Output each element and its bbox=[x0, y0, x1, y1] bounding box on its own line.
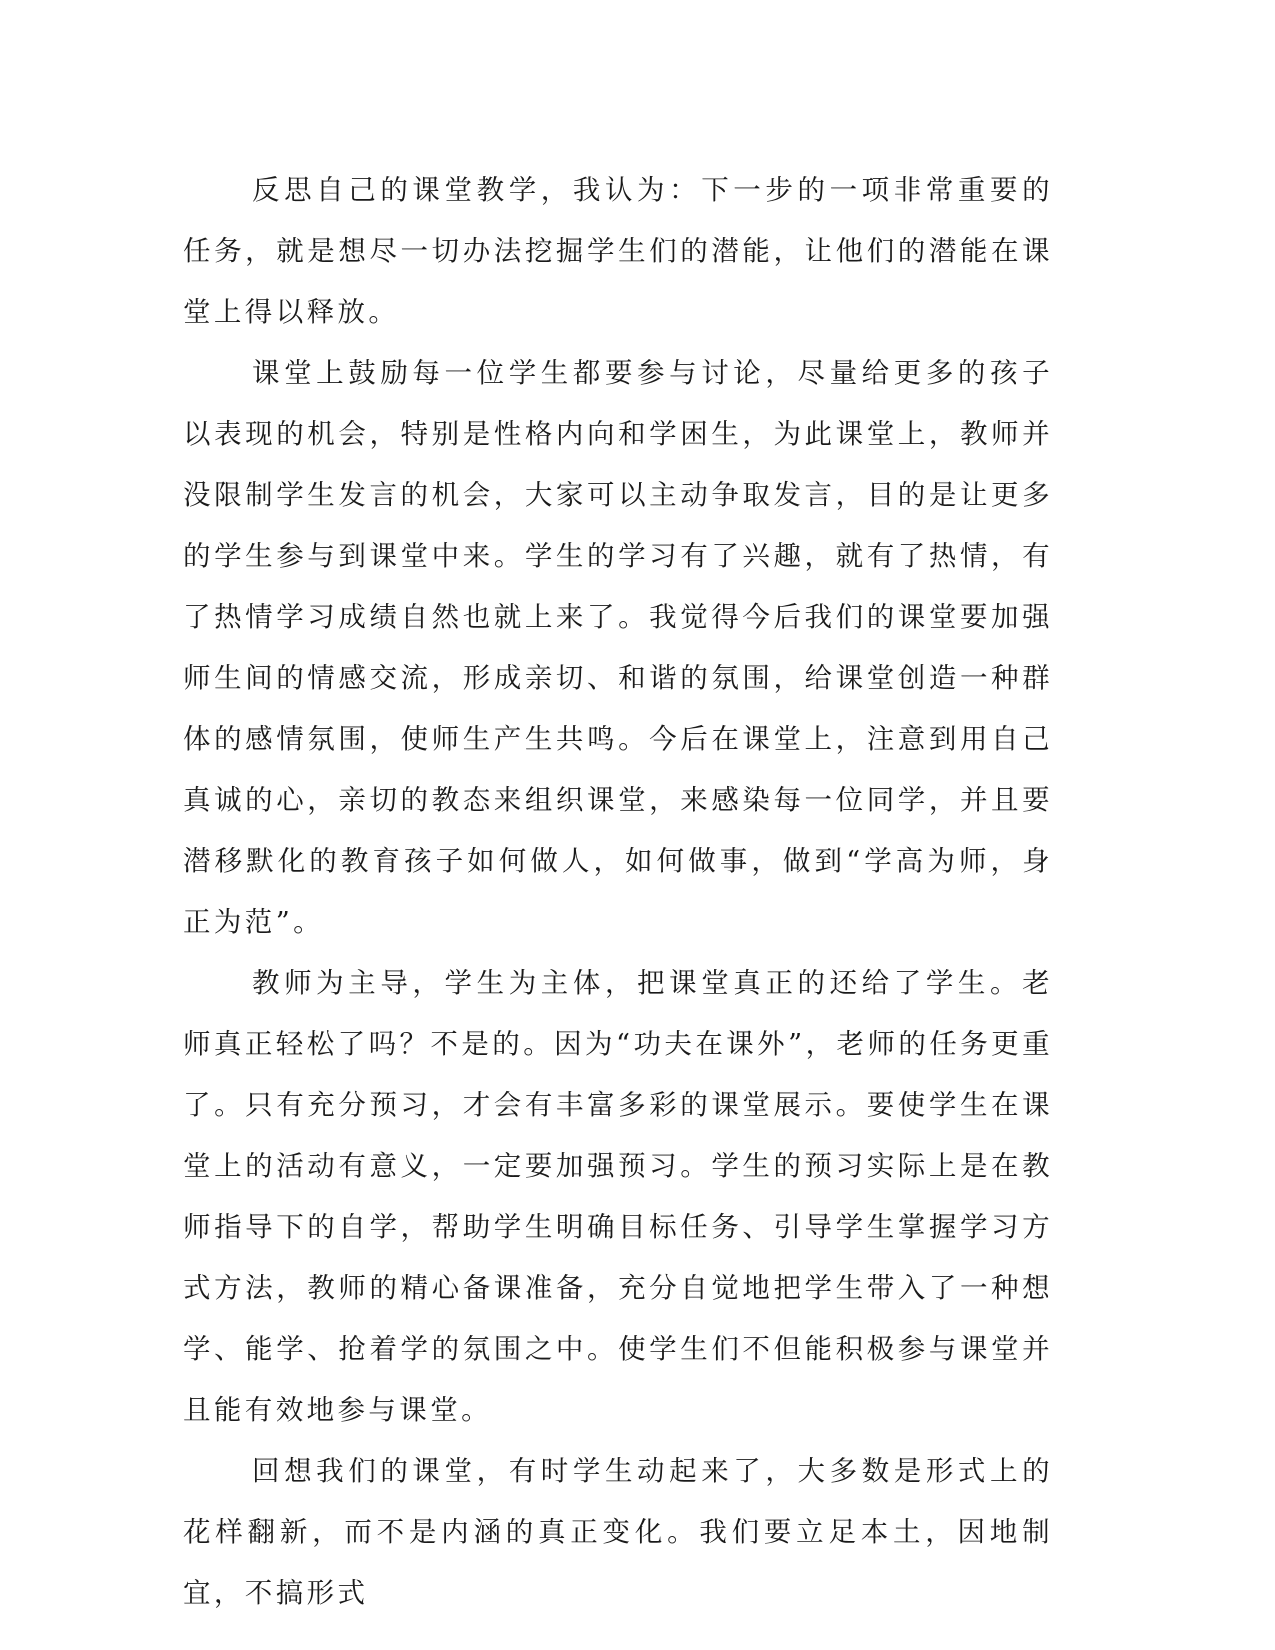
paragraph-2: 课堂上鼓励每一位学生都要参与讨论，尽量给更多的孩子以表现的机会，特别是性格内向和学困生，为此课堂上，教师并没限制学生发言的机会，大家可以主动争取发言，目的是让更多的学生参与到课堂中来。学生的学习有了兴趣，就有了热情，有了热情学习成绩自然也就上来了。我觉得今后我们的课堂要加强师生间的情感交流，形成亲切、和谐的氛围，给课堂创造一种群体的感情氛围，使师生产生共鸣。今后在课堂上，注意到用自己真诚的心，亲切的教态来组织课堂，来感染每一位同学，并且要潜移默化的教育孩子如何做人，如何做事，做到“学高为师，身正为范”。 bbox=[183, 357, 1053, 938]
paragraph-3: 教师为主导，学生为主体，把课堂真正的还给了学生。老师真正轻松了吗？不是的。因为“功夫在课外”，老师的任务更重了。只有充分预习，才会有丰富多彩的课堂展示。要使学生在课堂上的活动有意义，一定要加强预习。学生的预习实际上是在教师指导下的自学，帮助学生明确目标任务、引导学生掌握学习方式方法，教师的精心备课准备，充分自觉地把学生带入了一种想学、能学、抢着学的氛围之中。使学生们不但能积极参与课堂并且能有效地参与课堂。 bbox=[183, 967, 1053, 1426]
document-body bbox=[183, 160, 1053, 1624]
paragraph-1: 反思自己的课堂教学，我认为：下一步的一项非常重要的任务，就是想尽一切办法挖掘学生们的潜能，让他们的潜能在课堂上得以释放。 bbox=[183, 174, 1053, 328]
paragraph-4: 回想我们的课堂，有时学生动起来了，大多数是形式上的花样翻新，而不是内涵的真正变化。我们要立足本土，因地制宜，不搞形式 bbox=[183, 1455, 1053, 1609]
